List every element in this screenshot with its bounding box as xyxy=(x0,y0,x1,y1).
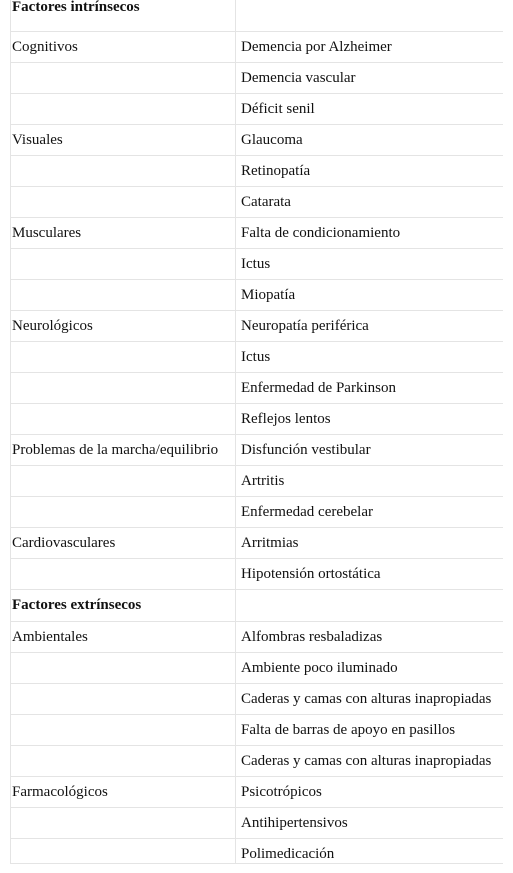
table-row xyxy=(11,559,504,590)
table-row xyxy=(11,280,504,311)
table-row xyxy=(11,746,504,777)
category-label: Cognitivos xyxy=(12,39,78,55)
factor-item: Enfermedad cerebelar xyxy=(241,504,373,520)
factor-item: Demencia por Alzheimer xyxy=(241,39,392,55)
table-row xyxy=(11,125,504,156)
category-label: Musculares xyxy=(12,225,82,241)
table-row xyxy=(11,63,504,94)
table-row xyxy=(11,622,504,653)
factor-item: Antihipertensivos xyxy=(241,815,348,831)
category-label: Neurológicos xyxy=(12,318,93,334)
factor-item: Caderas y camas con alturas inapropiadas xyxy=(241,691,492,707)
table-row xyxy=(11,808,504,839)
table-row xyxy=(11,249,504,280)
category-label: Ambientales xyxy=(12,629,88,645)
factor-item: Disfunción vestibular xyxy=(241,442,371,458)
table-row xyxy=(11,653,504,684)
table-row xyxy=(11,777,504,808)
factor-item: Caderas y camas con alturas inapropiadas xyxy=(241,753,492,769)
table-row xyxy=(11,528,504,559)
category-label: Farmacológicos xyxy=(12,784,108,800)
section-header-row xyxy=(11,590,504,622)
factor-item: Reflejos lentos xyxy=(241,411,331,427)
section-header-row xyxy=(11,0,504,32)
table-row xyxy=(11,497,504,528)
table-row xyxy=(11,435,504,466)
table-row xyxy=(11,373,504,404)
factor-item: Demencia vascular xyxy=(241,70,356,86)
factor-item: Polimedicación xyxy=(241,846,335,862)
section-heading: Factores extrínsecos xyxy=(12,597,142,613)
table-row xyxy=(11,839,504,865)
factor-item: Falta de condicionamiento xyxy=(241,225,401,241)
factor-item: Arritmias xyxy=(241,535,299,551)
table-row xyxy=(11,311,504,342)
table-row xyxy=(11,32,504,63)
table-row xyxy=(11,94,504,125)
factor-item: Ictus xyxy=(241,349,271,365)
factor-item: Alfombras resbaladizas xyxy=(241,629,383,645)
category-label: Cardiovasculares xyxy=(12,535,116,551)
table-row xyxy=(11,684,504,715)
factor-item: Psicotrópicos xyxy=(241,784,322,800)
table-row xyxy=(11,466,504,497)
factor-item: Retinopatía xyxy=(241,163,311,179)
table-row xyxy=(11,187,504,218)
factor-item: Falta de barras de apoyo en pasillos xyxy=(241,722,456,738)
fall-risk-factors-table xyxy=(10,0,503,864)
table-row xyxy=(11,715,504,746)
category-label: Visuales xyxy=(12,132,63,148)
factor-item: Ictus xyxy=(241,256,271,272)
section-heading: Factores intrínsecos xyxy=(12,0,140,15)
factor-item: Déficit senil xyxy=(241,101,315,117)
table-row xyxy=(11,218,504,249)
factor-item: Hipotensión ortostática xyxy=(241,566,381,582)
table-row xyxy=(11,156,504,187)
factor-item: Catarata xyxy=(241,194,291,210)
table-row xyxy=(11,404,504,435)
table-row xyxy=(11,342,504,373)
fall-risk-factors-table-container xyxy=(10,0,503,864)
factor-item: Glaucoma xyxy=(241,132,303,148)
factor-item: Miopatía xyxy=(241,287,296,303)
factor-item: Enfermedad de Parkinson xyxy=(241,380,396,396)
factor-item: Neuropatía periférica xyxy=(241,318,369,334)
category-label: Problemas de la marcha/equilibrio xyxy=(12,442,219,458)
factor-item: Ambiente poco iluminado xyxy=(241,660,398,676)
factor-item: Artritis xyxy=(241,473,285,489)
